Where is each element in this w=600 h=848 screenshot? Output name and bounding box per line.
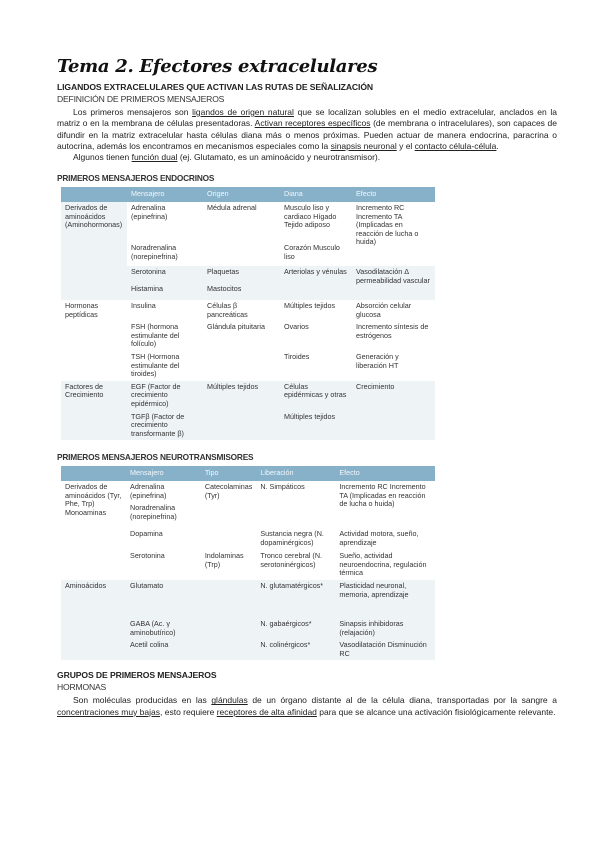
table-row: Noradrenalina (norepinefrina) Corazón Musculo liso [131, 243, 340, 261]
table-row: Derivados de aminoácidos (Tyr, Phe, Trp) Monoaminas Adrenalina (epinefrina) Catecolaminas (Tyr) N. Simpáticos Incremento RC Incremento TA (Implicadas en reacción de lucha o huida) [61, 481, 435, 502]
section-subheading: DEFINICIÓN DE PRIMEROS MENSAJEROS [57, 94, 225, 104]
neuro-table-label: PRIMEROS MENSAJEROS NEUROTRANSMISORES [57, 452, 254, 463]
table-row: Noradrenalina (norepinefrina) [130, 503, 177, 521]
hormones-subheading: HORMONAS [57, 682, 107, 693]
table-row: Histamina Mastocitos [61, 283, 435, 300]
table-row: GABA (Ac. γ aminobutírico) N. gabaérgicos* Sinapsis inhibidoras (relajación) [61, 618, 435, 639]
document-page [57, 56, 557, 718]
page-title: Tema 2. Efectores extracelulares [57, 56, 378, 77]
table-row: Factores de Crecimiento EGF (Factor de crecimiento epidérmico) Múltiples tejidos Células epidérmicas y otras Crecimiento [61, 381, 435, 411]
table-row: Acetil colina N. colinérgicos* Vasodilatación Disminución RC [61, 639, 435, 660]
neuro-table [61, 466, 435, 660]
section-heading: LIGANDOS EXTRACELULARES QUE ACTIVAN LAS RUTAS DE SEÑALIZACIÓN [57, 82, 374, 92]
table-row: Aminoácidos Glutamato N. glutamatérgicos* Plasticidad neuronal, memoria, aprendizaje [61, 580, 435, 618]
table-row: Dopamina Sustancia negra (N. dopaminérgicos) Actividad motora, sueño, aprendizaje [130, 529, 419, 547]
endocrine-table-label: PRIMEROS MENSAJEROS ENDOCRINOS [57, 173, 215, 184]
table-row: Derivados de aminoácidos (Aminohormonas) Adrenalina (epinefrina) Médula adrenal Musculo liso y cardiaco Hígado Tejido adiposo Incremento RC Incremento TA (Implicadas en reacción de lucha o huida) [61, 202, 435, 242]
table-row: FSH (hormona estimulante del folículo) Glándula pituitaria Ovarios Incremento síntesis de estrógenos [131, 322, 429, 349]
table-header-row: Mensajero Origen Diana Efecto [61, 187, 435, 202]
hormones-paragraph: Son moléculas producidas en las glándulas de un órgano distante al de la célula diana, transportadas por la sangre a concentraciones muy bajas, esto requiere receptores de alta afinidad para que se alcance una activación fisiológicamente relevante. [57, 695, 557, 717]
endocrine-table [61, 187, 435, 440]
intro-paragraph: Los primeros mensajeros son ligandos de origen natural que se localizan solubles en el medio extracelular, anclados en la matriz o en la membrana de células presentadoras. Activan receptores específicos (de membrana o intracelulares), son capaces de difundir en la matriz extracelular hasta células diana más o menos próximas. Pueden actuar de manera endocrina, paracrina o autocrina, además los encontramos en mecanismos especiales como la sinapsis neuronal y el contacto célula-célula. [57, 107, 558, 151]
table-row: TSH (Hormona estimulante del tiroides) Tiroides Generación y liberación HT [131, 352, 399, 379]
table-row: Hormonas peptídicas Insulina Células β pancreáticas Múltiples tejidos Absorción celular glucosa [61, 300, 435, 321]
dual-function-paragraph: Algunos tienen función dual (ej. Glutamato, es un aminoácido y neurotransmisor). [73, 152, 381, 163]
table-row: Serotonina Plaquetas Arteriolas y vénulas Vasodilatación Δ permeabilidad vascular [61, 266, 435, 283]
table-row: TGFβ (Factor de crecimiento transformante β) Múltiples tejidos [61, 411, 435, 441]
table-header-row: Mensajero Tipo Liberación Efecto [61, 466, 435, 481]
table-row: Serotonina Indolaminas (Trp) Tronco cerebral (N. serotoninérgicos) Sueño, actividad neuroendocrina, regulación térmica [130, 551, 427, 578]
groups-heading: GRUPOS DE PRIMEROS MENSAJEROS [57, 670, 217, 681]
